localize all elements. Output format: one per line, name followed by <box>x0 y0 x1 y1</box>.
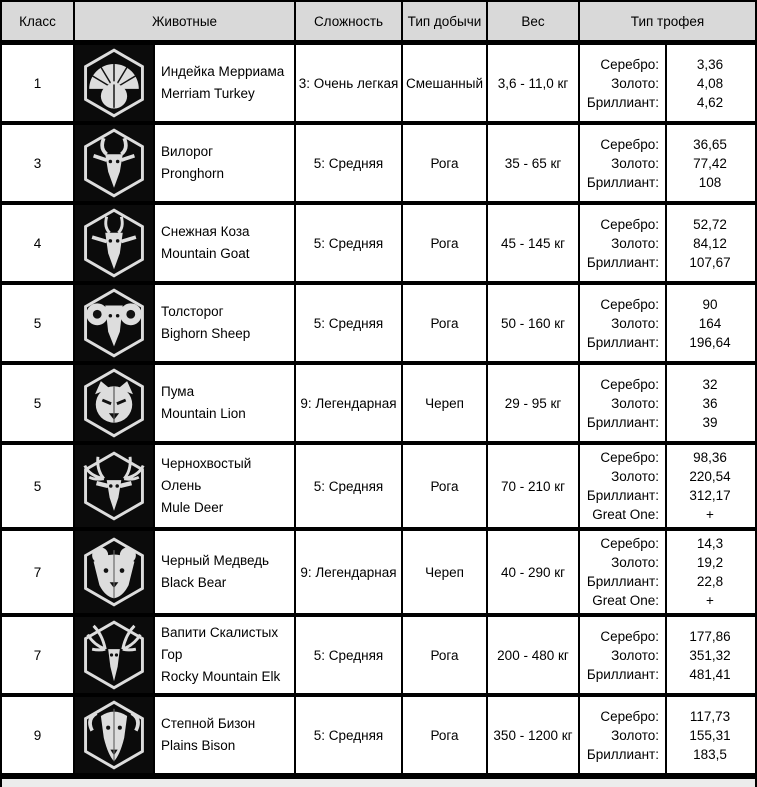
trophy-values <box>667 125 753 201</box>
trophy-value: 183,5 <box>693 746 727 762</box>
trophy-value: 108 <box>698 174 722 190</box>
table-body <box>2 45 755 777</box>
trophy-values <box>667 697 753 773</box>
trophy-label: Бриллиант: <box>586 746 659 762</box>
trophy-value: 36 <box>702 395 718 411</box>
trophy-cell <box>580 205 755 281</box>
harvest-type-cell: Смешанный <box>403 45 488 121</box>
trophy-labels <box>580 531 667 613</box>
trophy-label: Бриллиант: <box>586 574 659 589</box>
animal-name-cell <box>155 697 296 773</box>
trophy-value: 312,17 <box>689 488 731 503</box>
animal-name-ru: Толсторог <box>161 304 224 319</box>
trophy-labels <box>580 125 667 201</box>
trophy-value: 98,36 <box>693 450 727 465</box>
weight-cell: 50 - 160 кг <box>488 285 580 361</box>
harvest-type-cell: Череп <box>403 365 488 441</box>
difficulty-cell: 5: Средняя <box>296 125 403 201</box>
class-value: 9 <box>33 727 42 743</box>
weight-cell: 45 - 145 кг <box>488 205 580 281</box>
animal-name-ru: Индейка Мерриама <box>161 64 285 79</box>
trophy-labels <box>580 45 667 121</box>
trophy-value: 22,8 <box>696 574 724 589</box>
trophy-labels <box>580 617 667 693</box>
trophy-values <box>667 617 753 693</box>
trophy-value: 90 <box>702 296 718 312</box>
class-cell <box>2 445 75 527</box>
weight-cell: 29 - 95 кг <box>488 365 580 441</box>
trophy-value: 4,08 <box>696 75 724 91</box>
trophy-value: 107,67 <box>689 254 731 270</box>
cut-off-next-row <box>0 779 757 787</box>
trophy-label: Бриллиант: <box>586 334 659 350</box>
trophy-cell <box>580 285 755 361</box>
animal-name-en: Black Bear <box>161 575 227 590</box>
trophy-labels <box>580 365 667 441</box>
trophy-labels <box>580 285 667 361</box>
table-header-row <box>2 2 755 45</box>
table-row <box>2 125 755 205</box>
trophy-cell <box>580 617 755 693</box>
trophy-value: 19,2 <box>696 555 724 570</box>
animal-name-en: Mountain Goat <box>161 246 250 261</box>
header-difficulty: Сложность <box>296 2 403 40</box>
animal-name-ru: Степной Бизон <box>161 716 256 731</box>
header-trophy-type: Тип трофея <box>630 13 705 29</box>
trophy-label: Серебро: <box>600 216 659 232</box>
difficulty-cell: 9: Легендарная <box>296 531 403 613</box>
trophy-value: 155,31 <box>689 727 731 743</box>
animal-name-ru: Черный Медведь <box>161 553 270 568</box>
trophy-cell <box>580 45 755 121</box>
trophy-values <box>667 445 753 527</box>
pronghorn-icon <box>79 127 149 199</box>
harvest-type-cell: Рога <box>403 125 488 201</box>
class-value: 7 <box>33 647 42 663</box>
animal-name-ru: Вапити Скалистых Гор <box>161 625 279 662</box>
trophy-value: 351,32 <box>689 647 731 663</box>
trophy-label: Золото: <box>611 555 659 570</box>
trophy-values <box>667 531 753 613</box>
table-row <box>2 531 755 617</box>
trophy-cell <box>580 697 755 773</box>
difficulty-cell: 5: Средняя <box>296 617 403 693</box>
trophy-label: Great One: <box>592 507 659 522</box>
trophy-label: Золото: <box>611 395 659 411</box>
trophy-value: 117,73 <box>689 708 731 724</box>
class-cell <box>2 531 75 613</box>
header-class: Класс <box>2 2 75 40</box>
animal-name-en: Merriam Turkey <box>161 86 255 101</box>
weight-cell: 200 - 480 кг <box>488 617 580 693</box>
trophy-label: Great One: <box>592 593 659 608</box>
plains-bison-icon <box>79 699 149 771</box>
animal-name-en: Mule Deer <box>161 500 224 515</box>
animal-icon-cell <box>75 697 155 773</box>
table-row <box>2 617 755 697</box>
trophy-values <box>667 285 753 361</box>
trophy-label: Серебро: <box>600 376 659 392</box>
trophy-value: 36,65 <box>693 136 727 152</box>
trophy-label: Серебро: <box>600 708 659 724</box>
trophy-label: Бриллиант: <box>586 174 659 190</box>
difficulty-cell: 9: Легендарная <box>296 365 403 441</box>
animal-icon-cell <box>75 285 155 361</box>
trophy-label: Серебро: <box>600 136 659 152</box>
table-row <box>2 365 755 445</box>
animal-name-cell <box>155 445 296 527</box>
animal-icon-cell <box>75 531 155 613</box>
animal-name-ru: Пума <box>161 384 195 399</box>
table-row <box>2 285 755 365</box>
animal-name-ru: Снежная Коза <box>161 224 250 239</box>
header-harvest-type: Тип добычи <box>403 2 488 40</box>
class-value: 5 <box>33 315 42 331</box>
animal-name-ru: Чернохвостый Олень <box>161 456 252 493</box>
class-cell <box>2 365 75 441</box>
trophy-labels <box>580 697 667 773</box>
class-cell <box>2 617 75 693</box>
animal-name-en: Plains Bison <box>161 738 236 753</box>
animal-name-en: Bighorn Sheep <box>161 326 251 341</box>
black-bear-icon <box>79 536 149 608</box>
trophy-label: Золото: <box>611 469 659 484</box>
header-weight: Вес <box>488 2 580 40</box>
trophy-cell <box>580 365 755 441</box>
header-animals: Животные <box>75 2 296 40</box>
weight-cell: 35 - 65 кг <box>488 125 580 201</box>
trophy-labels <box>580 205 667 281</box>
animal-name-cell <box>155 285 296 361</box>
animal-name-cell <box>155 125 296 201</box>
trophy-label: Серебро: <box>600 296 659 312</box>
animal-icon-cell <box>75 45 155 121</box>
trophy-value: 77,42 <box>693 155 727 171</box>
trophy-label: Серебро: <box>600 56 659 72</box>
animal-name-cell <box>155 45 296 121</box>
rocky-mountain-elk-icon <box>79 619 149 691</box>
trophy-label: Серебро: <box>600 628 659 644</box>
table-row <box>2 697 755 777</box>
animal-icon-cell <box>75 125 155 201</box>
trophy-value: + <box>706 507 714 522</box>
harvest-type-cell: Рога <box>403 205 488 281</box>
animal-name-ru: Вилорог <box>161 144 214 159</box>
trophy-label: Бриллиант: <box>586 666 659 682</box>
trophy-cell <box>580 125 755 201</box>
class-value: 3 <box>33 155 42 171</box>
trophy-label: Золото: <box>611 315 659 331</box>
animal-name-cell <box>155 531 296 613</box>
harvest-type-cell: Рога <box>403 617 488 693</box>
animal-name-cell <box>155 617 296 693</box>
trophy-cell <box>580 445 755 527</box>
trophy-cell <box>580 531 755 613</box>
trophy-value: 177,86 <box>689 628 731 644</box>
weight-cell: 3,6 - 11,0 кг <box>488 45 580 121</box>
animal-icon-cell <box>75 205 155 281</box>
trophy-label: Золото: <box>611 727 659 743</box>
harvest-type-cell: Рога <box>403 285 488 361</box>
trophy-values <box>667 45 753 121</box>
trophy-label: Золото: <box>611 75 659 91</box>
difficulty-cell: 3: Очень легкая <box>296 45 403 121</box>
class-value: 1 <box>33 75 42 91</box>
trophy-label: Серебро: <box>600 450 659 465</box>
trophy-label: Бриллиант: <box>586 254 659 270</box>
trophy-labels <box>580 445 667 527</box>
difficulty-cell: 5: Средняя <box>296 285 403 361</box>
trophy-value: 196,64 <box>689 334 731 350</box>
class-value: 5 <box>33 395 42 411</box>
trophy-label: Бриллиант: <box>586 94 659 110</box>
trophy-label: Золото: <box>611 235 659 251</box>
trophy-value: 84,12 <box>693 235 727 251</box>
class-value: 4 <box>33 235 42 251</box>
animal-name-en: Pronghorn <box>161 166 225 181</box>
weight-cell: 70 - 210 кг <box>488 445 580 527</box>
bighorn-sheep-icon <box>79 287 149 359</box>
trophy-label: Бриллиант: <box>586 414 659 430</box>
trophy-value: 52,72 <box>693 216 727 232</box>
trophy-value: 3,36 <box>696 56 724 72</box>
difficulty-cell: 5: Средняя <box>296 445 403 527</box>
class-value: 7 <box>33 564 42 580</box>
trophy-label: Бриллиант: <box>586 488 659 503</box>
animal-name-cell <box>155 365 296 441</box>
trophy-value: 220,54 <box>689 469 731 484</box>
class-cell <box>2 697 75 773</box>
table-row <box>2 45 755 125</box>
weight-cell: 40 - 290 кг <box>488 531 580 613</box>
animal-name-en: Rocky Mountain Elk <box>161 669 281 684</box>
harvest-type-cell: Рога <box>403 445 488 527</box>
trophy-value: 32 <box>702 376 718 392</box>
trophy-label: Серебро: <box>600 536 659 551</box>
mountain-lion-icon <box>79 367 149 439</box>
animal-icon-cell <box>75 365 155 441</box>
trophy-values <box>667 205 753 281</box>
class-cell <box>2 125 75 201</box>
animal-icon-cell <box>75 445 155 527</box>
mountain-goat-icon <box>79 207 149 279</box>
harvest-type-cell: Череп <box>403 531 488 613</box>
class-cell <box>2 205 75 281</box>
table-row <box>2 445 755 531</box>
table-row <box>2 205 755 285</box>
difficulty-cell: 5: Средняя <box>296 697 403 773</box>
difficulty-cell: 5: Средняя <box>296 205 403 281</box>
class-cell <box>2 285 75 361</box>
harvest-type-cell: Рога <box>403 697 488 773</box>
weight-cell: 350 - 1200 кг <box>488 697 580 773</box>
mule-deer-icon <box>79 450 149 522</box>
trophy-value: 481,41 <box>689 666 731 682</box>
trophy-value: + <box>706 593 714 608</box>
trophy-value: 4,62 <box>696 94 724 110</box>
animal-name-cell <box>155 205 296 281</box>
animal-icon-cell <box>75 617 155 693</box>
trophy-value: 14,3 <box>696 536 724 551</box>
animal-name-en: Mountain Lion <box>161 406 246 421</box>
trophy-values <box>667 365 753 441</box>
trophy-label: Золото: <box>611 647 659 663</box>
trophy-label: Золото: <box>611 155 659 171</box>
trophy-value: 39 <box>702 414 718 430</box>
class-value: 5 <box>33 478 42 494</box>
class-cell <box>2 45 75 121</box>
trophy-value: 164 <box>698 315 722 331</box>
merriam-turkey-icon <box>79 47 149 119</box>
